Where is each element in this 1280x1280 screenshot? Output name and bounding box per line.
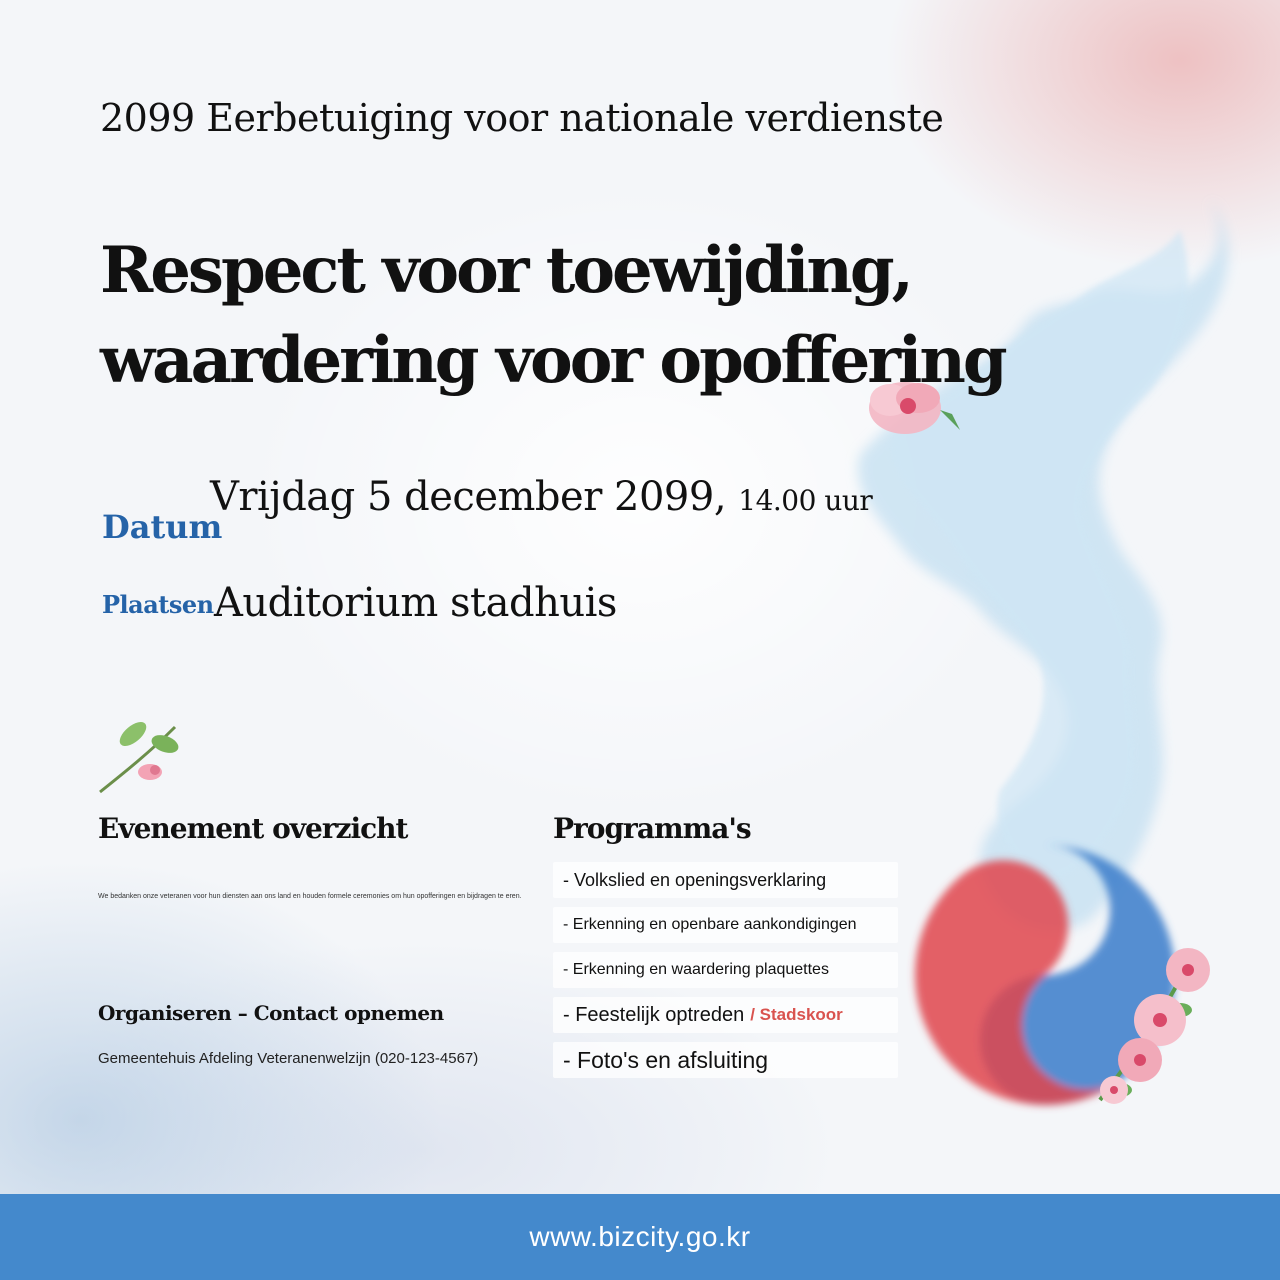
program-item [553, 997, 898, 1033]
program-item [553, 862, 898, 898]
program-item-label: - Erkenning en waardering plaquettes [563, 961, 829, 978]
overview-title: Evenement overzicht [98, 812, 408, 845]
place-label: Plaatsen [102, 590, 214, 619]
program-item-label: - Foto's en afsluiting [563, 1046, 769, 1073]
footer-bar [0, 1194, 1280, 1280]
flower-sprig-icon [95, 712, 185, 797]
time-text: 14.00 uur [738, 484, 873, 517]
headline [100, 226, 1005, 406]
mugunghwa-flower-icon [1080, 940, 1220, 1110]
program-item-label: - Volkslied en openingsverklaring [563, 869, 827, 890]
date-text: Vrijdag 5 december 2099, [210, 474, 727, 520]
program-item [553, 952, 898, 988]
program-item-label: - Feestelijk optreden [563, 1003, 745, 1026]
headline-line-2: waardering voor opoffering [100, 323, 1005, 398]
program-list [553, 862, 898, 1087]
program-item [553, 907, 898, 943]
date-value [210, 474, 872, 520]
organizer-title: Organiseren – Contact opnemen [98, 1001, 444, 1025]
program-item [553, 1042, 898, 1078]
program-item-accent: / Stadskoor [750, 1005, 843, 1024]
date-label: Datum [102, 508, 223, 546]
place-value: Auditorium stadhuis [214, 580, 617, 626]
program-item-label: - Erkenning en openbare aankondigingen [563, 916, 857, 933]
footer-url[interactable]: www.bizcity.go.kr [529, 1221, 751, 1252]
organizer-text: Gemeentehuis Afdeling Veteranenwelzijn (020-123-4567) [98, 1050, 479, 1067]
overview-text: We bedanken onze veteranen voor hun diensten aan ons land en houden formele ceremonies om hun opofferingen en bijdragen te eren. [98, 893, 522, 900]
program-title: Programma's [553, 812, 751, 845]
headline-line-1: Respect voor toewijding, [100, 233, 911, 308]
event-subtitle: 2099 Eerbetuiging voor nationale verdienste [100, 96, 944, 140]
